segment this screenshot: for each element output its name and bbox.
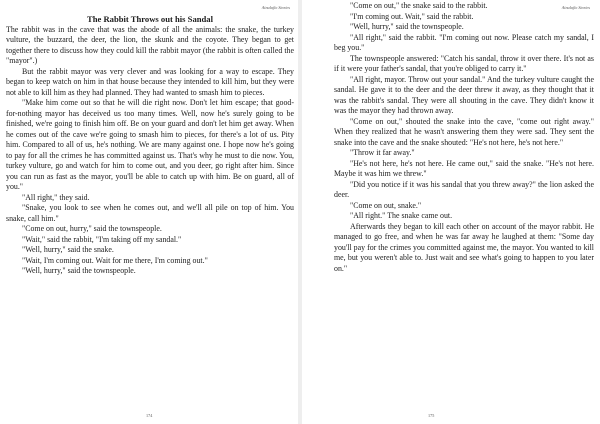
- paragraph: "All right," said the rabbit. "I'm coming out now. Please catch my sandal, I beg you.": [334, 32, 594, 52]
- paragraph: The rabbit was in the cave that was the abode of all the animals: the snake, the turkey vulture, the buzzard, the deer, the lion, the skunk and the coyote. They began to get together there to discuss how they could kill the rabbit mayor (the rabbit is often called the "mayor".): [6, 24, 294, 65]
- paragraph: "I'm coming out. Wait," said the rabbit.: [350, 11, 474, 21]
- left-page: [0, 0, 298, 424]
- paragraph: The townspeople answered: "Catch his sandal, throw it over there. It's not as if it were your father's sandal, that you're obliged to carry it.": [334, 53, 594, 73]
- paragraph: "Well, hurry," said the snake.: [22, 245, 114, 254]
- paragraph: "All right, mayor. Throw out your sandal." And the turkey vulture caught the sandal. He gave it to the deer and the deer threw it away, as they thought that it was the rabbit's sandal. They were all shouting in the cave. They didn't know it was the mayor they had thrown away.: [334, 74, 594, 115]
- page-body: [6, 14, 294, 277]
- page-number: 174: [146, 413, 153, 418]
- page-body: [334, 1, 594, 274]
- paragraph: "Did you notice if it was his sandal that you threw away?" the lion asked the deer.: [334, 179, 594, 199]
- paragraph: "Wait," said the rabbit, "I'm taking off my sandal.": [22, 234, 182, 244]
- paragraph: "Come on out, snake.": [350, 200, 422, 210]
- paragraph: "Snake, you look to see when he comes out, and we'll all pile on top of him. You snake, call him.": [6, 203, 294, 223]
- paragraph: "Well, hurry," said the townspeople.: [22, 266, 136, 275]
- paragraph: "All right." The snake came out.: [350, 211, 453, 220]
- paragraph: "Well, hurry," said the townspeople.: [350, 22, 464, 31]
- paragraph: "Throw it far away.": [350, 148, 415, 157]
- paragraph: "All right," they said.: [22, 192, 90, 202]
- chapter-title: The Rabbit Throws out his Sandal: [86, 14, 213, 24]
- running-header: Ainulajlo Stories: [261, 5, 290, 10]
- paragraph: "Wait, I'm coming out. Wait for me there, I'm coming out.": [22, 255, 208, 265]
- right-page: [302, 0, 600, 424]
- running-header: Ainulajlo Stories: [561, 5, 590, 10]
- paragraph: But the rabbit mayor was very clever and was looking for a way to escape. They began to keep watch on him in that house because they intended to kill him, but they were not able to kill him as they had planned. They had wanted to smash him to pieces.: [6, 66, 294, 97]
- paragraph: "Come on out," shouted the snake into the cave, "come out right away." When they realized that he wasn't answering them they were sad. They sent the snake into the cave and the snake shouted: "He's not here, he's not here.": [334, 116, 594, 147]
- page-number: 175: [428, 413, 435, 418]
- paragraph: "Come on out, hurry," said the townspeople.: [22, 224, 162, 233]
- paragraph: "Make him come out so that he will die right now. Don't let him escape; that good-for-nothing mayor has deceived us too many times. Well, now he's surely going to be finished, we're going to finish him off. Be on your guard and don't let him get away. When he comes out of the cave we're going to smash him to pieces, for there's a lot of us. Pity him. Compared to all of us, he's nothing. We are many against one. I hope now he's going to pay for all the crimes he has committed against us. That's why he must to die now. You, turkey vulture, go and watch for him to come out, and you deer, go right after him. Since you can run as fast as the mayor, you'll be able to catch up with him. Be on guard, all of you.": [6, 98, 294, 191]
- paragraph: "Come on out," the snake said to the rabbit.: [350, 1, 488, 10]
- paragraph: Afterwards they began to kill each other on account of the mayor rabbit. He managed to go free, and when he was far away he laughed at them: "Some day you'll pay for the crimes you committed against me, the mayor. You wanted to kill me, but you weren't able to. Just wait and see what's going to happen to you later on.": [334, 221, 594, 273]
- paragraph: "He's not here, he's not here. He came out," said the snake. "He's not here. Maybe it was him we threw.": [334, 158, 594, 178]
